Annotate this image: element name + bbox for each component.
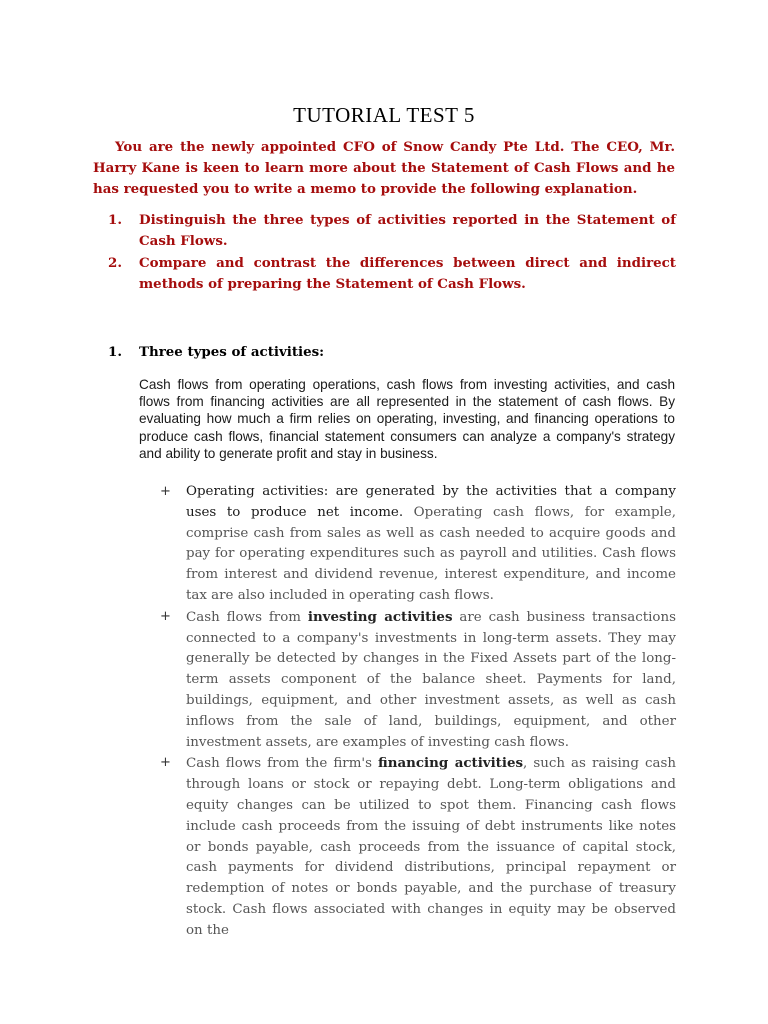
bullet-post-text: , such as raising cash through loans or stock or repaying debt. Long-term obligations and equity changes can be utilized to spot them. Financing cash flows include cash proceeds from the issuing of debt instruments like notes or bonds payable, cash proceeds from the issuance of capital stock, cash payments for dividend distributions, principal repayment or redemption of notes or bonds payable, and the purchase of treasury stock. Cash flows associated with changes in equity may be observed on the xyxy=(186,756,677,938)
plus-bullet-icon: + xyxy=(160,484,171,499)
question-number: 1. xyxy=(108,212,122,228)
section-paragraph: Cash flows from operating operations, cash flows from investing activities, and cash flows from financing activities are all represented in the statement of cash flows. By evaluating how much a firm relies on operating, investing, and financing operations to produce cash flows, financial statement consumers can analyze a company's strategy and ability to generate profit and stay in business. xyxy=(139,377,675,461)
bullet-investing xyxy=(160,607,676,754)
question-item xyxy=(108,253,676,295)
bullet-bold-term: investing activities xyxy=(307,608,453,625)
bullet-operating xyxy=(160,482,676,607)
plus-bullet-icon: + xyxy=(160,608,171,624)
question-number: 2. xyxy=(108,255,122,271)
bullet-pre-text: Cash flows from xyxy=(186,609,308,625)
question-text: Distinguish the three types of activities reported in the Statement of Cash Flows. xyxy=(139,212,676,249)
section-heading xyxy=(108,342,668,363)
question-text: Compare and contrast the differences between direct and indirect methods of preparing the Statement of Cash Flows. xyxy=(139,255,676,292)
bullet-body-text: Operating cash flows, for example, comprise cash from sales as well as cash needed to acquire goods and pay for operating expenditures such as payroll and utilities. Cash flows from interest and dividend revenue, interest expenditure, and income tax are also included in operating cash flows. xyxy=(186,504,676,603)
bullet-post-text: are cash business transactions connected to a company's investments in long-term assets. They may generally be detected by changes in the Fixed Assets part of the long-term assets component of the balance sheet. Payments for land, buildings, equipment, and other investment assets, as well as cash inflows from the sale of land, buildings, equipment, and other investment assets, are examples of investing cash flows. xyxy=(186,609,676,750)
bullet-financing xyxy=(160,753,676,941)
intro-paragraph: You are the newly appointed CFO of Snow Candy Pte Ltd. The CEO, Mr. Harry Kane is keen to learn more about the Statement of Cash Flows and he has requested you to write a memo to provide the following explanation. xyxy=(93,139,675,197)
document-title: TUTORIAL TEST 5 xyxy=(293,103,475,127)
bullet-pre-text: Cash flows from the firm's xyxy=(186,756,379,772)
bullet-bold-term: financing activities xyxy=(378,755,524,772)
bullet-lead-text: Operating activities: are generated by the activities that a company uses to produce net income. xyxy=(186,484,676,520)
section-heading-text: Three types of activities: xyxy=(139,344,325,360)
section-number: 1. xyxy=(108,344,122,360)
activity-bullet-list xyxy=(160,482,676,942)
question-list xyxy=(108,210,676,296)
question-item xyxy=(108,210,676,252)
plus-bullet-icon: + xyxy=(160,755,171,771)
